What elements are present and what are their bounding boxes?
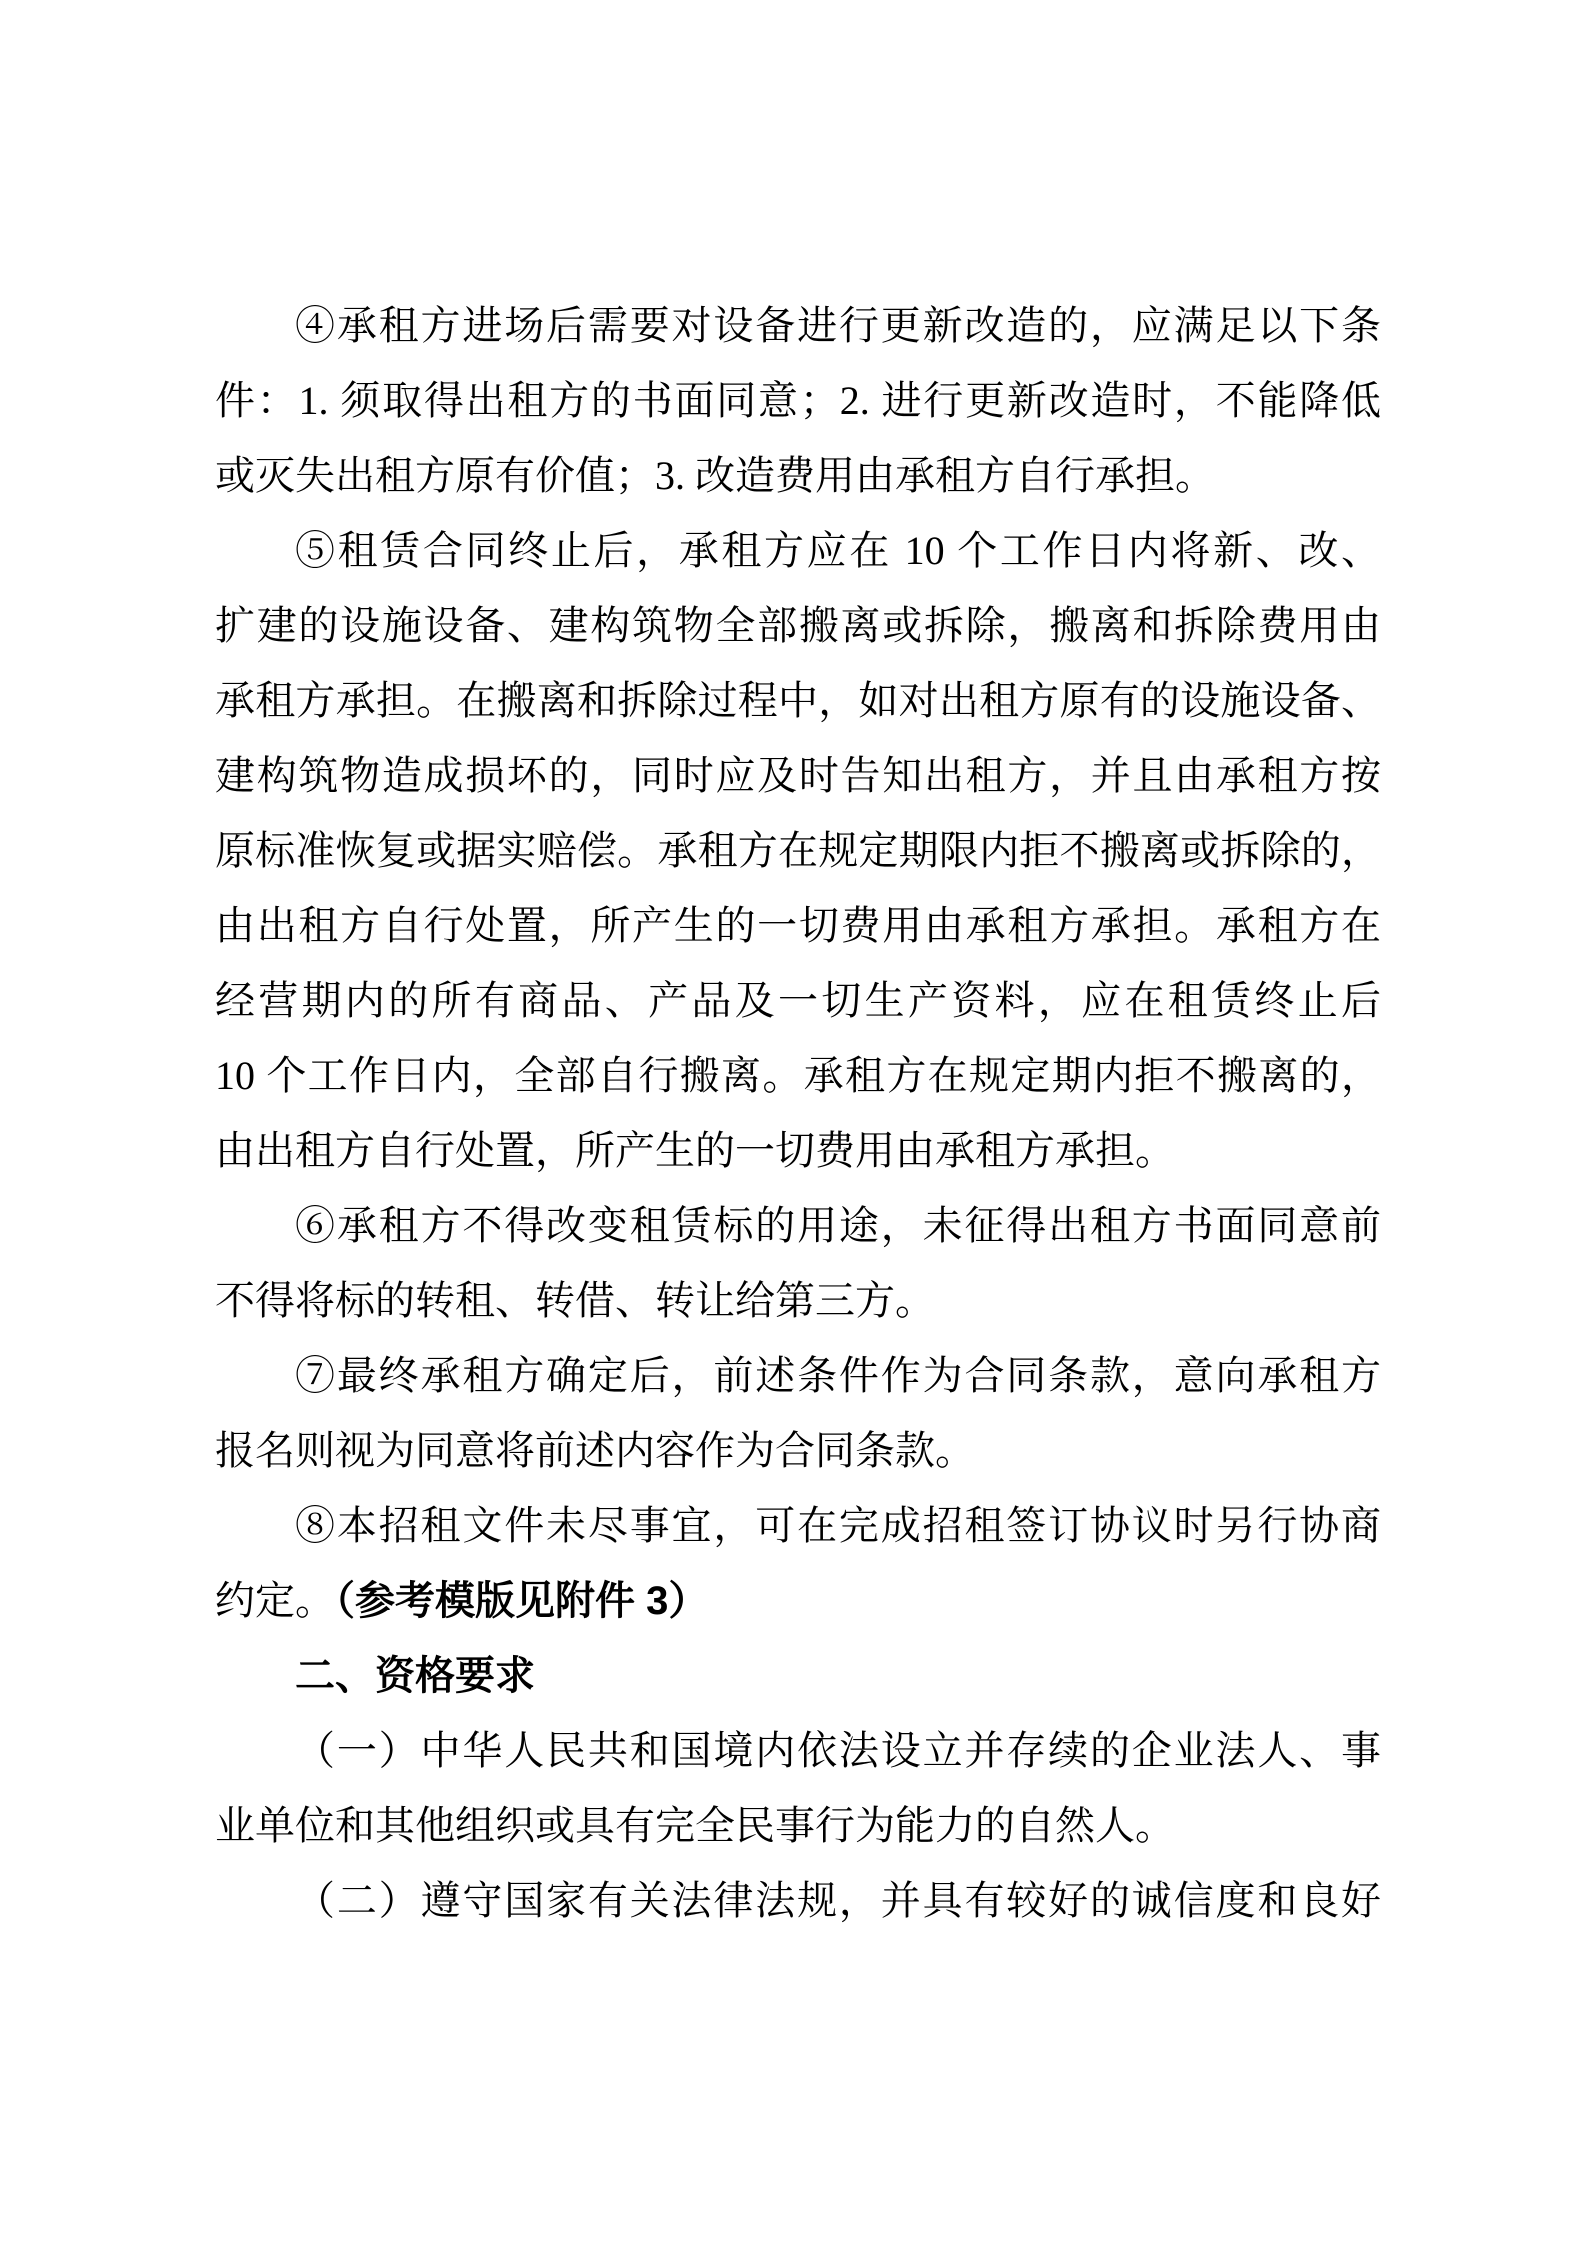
text-segment: 扩建的设施设备、建构筑物全部搬离或拆除，搬离和拆除费用由 — [215, 603, 1381, 648]
text-line — [215, 1488, 1381, 1563]
text-line — [215, 363, 1381, 438]
bold-text-segment: （参考模版见附件 3） — [335, 1579, 709, 1623]
text-line — [215, 1188, 1381, 1263]
text-line — [215, 288, 1381, 363]
text-line — [215, 738, 1381, 813]
text-segment: 建构筑物造成损坏的，同时应及时告知出租方，并且由承租方按 — [215, 753, 1381, 798]
text-segment: 由出租方自行处置，所产生的一切费用由承租方承担。承租方在 — [215, 903, 1381, 948]
text-segment: ⑤租赁合同终止后，承租方应在 10 个工作日内将新、改、 — [295, 528, 1381, 573]
text-line — [215, 1563, 1381, 1638]
text-line — [215, 888, 1381, 963]
text-segment: （二）遵守国家有关法律法规，并具有较好的诚信度和良好 — [295, 1878, 1381, 1923]
text-segment: 或灭失出租方原有价值；3. 改造费用由承租方自行承担。 — [215, 453, 1215, 498]
text-segment: ⑧本招租文件未尽事宜，可在完成招租签订协议时另行协商 — [295, 1503, 1381, 1548]
text-segment: ⑥承租方不得改变租赁标的用途，未征得出租方书面同意前 — [295, 1203, 1381, 1248]
text-line — [215, 1413, 1381, 1488]
text-segment: 不得将标的转租、转借、转让给第三方。 — [215, 1278, 935, 1323]
text-segment: 件：1. 须取得出租方的书面同意；2. 进行更新改造时，不能降低 — [215, 378, 1381, 423]
text-segment: ④承租方进场后需要对设备进行更新改造的，应满足以下条 — [295, 303, 1381, 348]
text-line — [215, 1863, 1381, 1938]
text-line — [215, 1788, 1381, 1863]
text-line — [215, 1338, 1381, 1413]
text-line — [215, 963, 1381, 1038]
text-line — [215, 1638, 1381, 1713]
text-segment: 原标准恢复或据实赔偿。承租方在规定期限内拒不搬离或拆除的， — [215, 828, 1381, 873]
text-line — [215, 513, 1381, 588]
text-line — [215, 588, 1381, 663]
text-line — [215, 1038, 1381, 1113]
document-body — [215, 288, 1381, 1938]
text-line — [215, 663, 1381, 738]
text-segment: 由出租方自行处置，所产生的一切费用由承租方承担。 — [215, 1128, 1175, 1173]
text-line — [215, 1263, 1381, 1338]
text-segment: 业单位和其他组织或具有完全民事行为能力的自然人。 — [215, 1803, 1175, 1848]
bold-text-segment: 二、资格要求 — [295, 1654, 535, 1698]
text-segment: 承租方承担。在搬离和拆除过程中，如对出租方原有的设施设备、 — [215, 678, 1381, 723]
text-segment: 报名则视为同意将前述内容作为合同条款。 — [215, 1428, 975, 1473]
text-segment: 10 个工作日内，全部自行搬离。承租方在规定期内拒不搬离的， — [215, 1053, 1381, 1098]
text-line — [215, 1113, 1381, 1188]
text-segment: 约定。 — [215, 1578, 335, 1623]
text-segment: ⑦最终承租方确定后，前述条件作为合同条款，意向承租方 — [295, 1353, 1381, 1398]
text-line — [215, 438, 1381, 513]
text-segment: （一）中华人民共和国境内依法设立并存续的企业法人、事 — [295, 1728, 1381, 1773]
text-line — [215, 1713, 1381, 1788]
text-segment: 经营期内的所有商品、产品及一切生产资料，应在租赁终止后 — [215, 978, 1381, 1023]
text-line — [215, 813, 1381, 888]
